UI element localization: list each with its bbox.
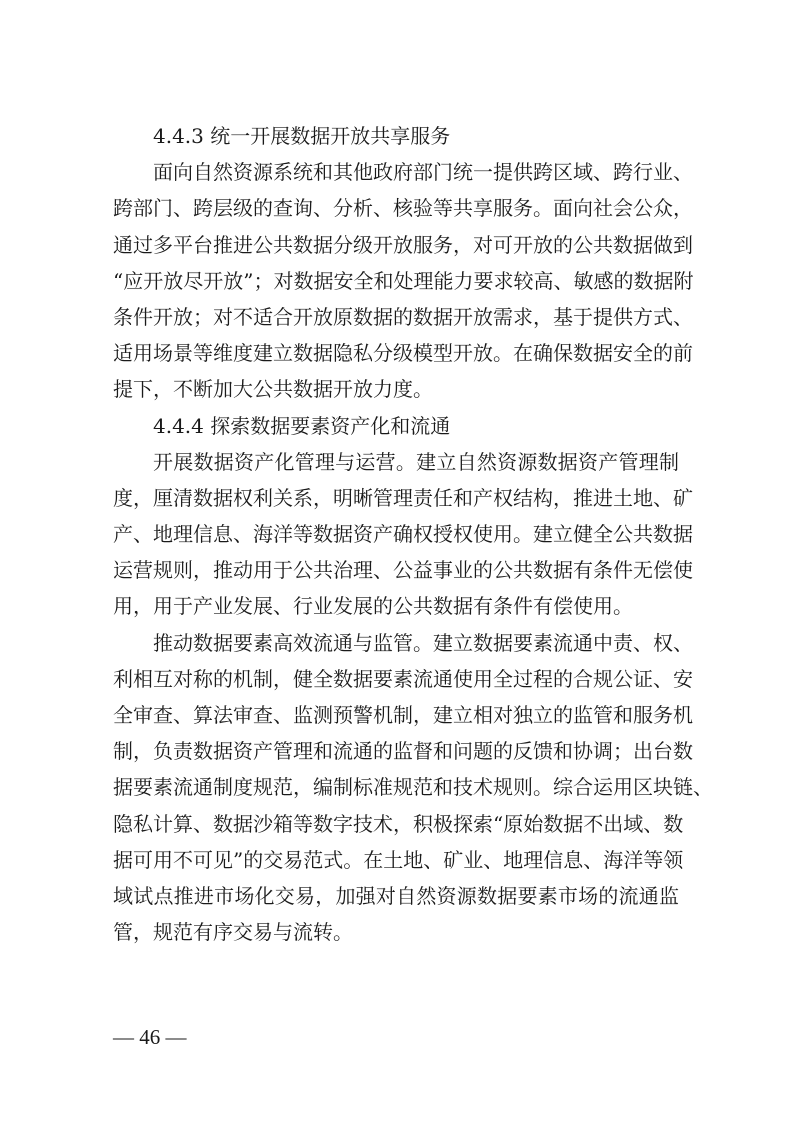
paragraph-line: 度，厘清数据权利关系，明晰管理责任和产权结构，推进土地、矿 bbox=[113, 485, 693, 510]
paragraph-line: 通过多平台推进公共数据分级开放服务，对可开放的公共数据做到 bbox=[113, 232, 693, 257]
paragraph-line: 跨部门、跨层级的查询、分析、核验等共享服务。面向社会公众， bbox=[113, 196, 693, 221]
paragraph-line: 提下，不断加大公共数据开放力度。 bbox=[113, 377, 433, 402]
page-body bbox=[113, 118, 713, 950]
paragraph-line: 隐私计算、数据沙箱等数字技术，积极探索“原始数据不出域、数 bbox=[113, 811, 684, 836]
section-heading-4-4-4: 4.4.4 探索数据要素资产化和流通 bbox=[153, 413, 451, 438]
paragraph-line: 全审查、算法审查、监测预警机制，建立相对独立的监管和服务机 bbox=[113, 703, 693, 727]
paragraph-line: 开展数据资产化管理与运营。建立自然资源数据资产管理制 bbox=[153, 449, 679, 474]
paragraph-asset-management bbox=[113, 444, 693, 625]
paragraph-circulation-supervision bbox=[113, 625, 713, 951]
paragraph-line: 利相互对称的机制，健全数据要素流通使用全过程的合规公证、安 bbox=[113, 666, 693, 691]
paragraph-line: 产、地理信息、海洋等数据资产确权授权使用。建立健全公共数据 bbox=[113, 522, 693, 547]
paragraph-line: “应开放尽开放”；对数据安全和处理能力要求较高、敏感的数据附 bbox=[113, 268, 694, 293]
paragraph-line: 据可用不可见”的交易范式。在土地、矿业、地理信息、海洋等领 bbox=[113, 847, 684, 872]
page-number: — 46 — bbox=[113, 1025, 187, 1049]
paragraph-line: 面向自然资源系统和其他政府部门统一提供跨区域、跨行业、 bbox=[153, 160, 693, 185]
paragraph-line: 制，负责数据资产管理和流通的监督和问题的反馈和协调；出台数 bbox=[113, 739, 693, 764]
paragraph-open-sharing bbox=[113, 154, 694, 407]
paragraph-line: 用，用于产业发展、行业发展的公共数据有条件有偿使用。 bbox=[113, 594, 633, 619]
paragraph-line: 条件开放；对不适合开放原数据的数据开放需求，基于提供方式、 bbox=[113, 304, 693, 329]
section-heading-4-4-3: 4.4.3 统一开展数据开放共享服务 bbox=[153, 124, 451, 148]
paragraph-line: 管，规范有序交易与流转。 bbox=[113, 920, 353, 945]
paragraph-line: 域试点推进市场化交易，加强对自然资源数据要素市场的流通监 bbox=[113, 883, 679, 908]
paragraph-line: 适用场景等维度建立数据隐私分级模型开放。在确保数据安全的前 bbox=[113, 341, 693, 366]
paragraph-line: 运营规则，推动用于公共治理、公益事业的公共数据有条件无偿使 bbox=[113, 558, 693, 583]
paragraph-line: 据要素流通制度规范，编制标准规范和技术规则。综合运用区块链、 bbox=[113, 775, 713, 800]
paragraph-line: 推动数据要素高效流通与监管。建立数据要素流通中责、权、 bbox=[153, 630, 693, 655]
